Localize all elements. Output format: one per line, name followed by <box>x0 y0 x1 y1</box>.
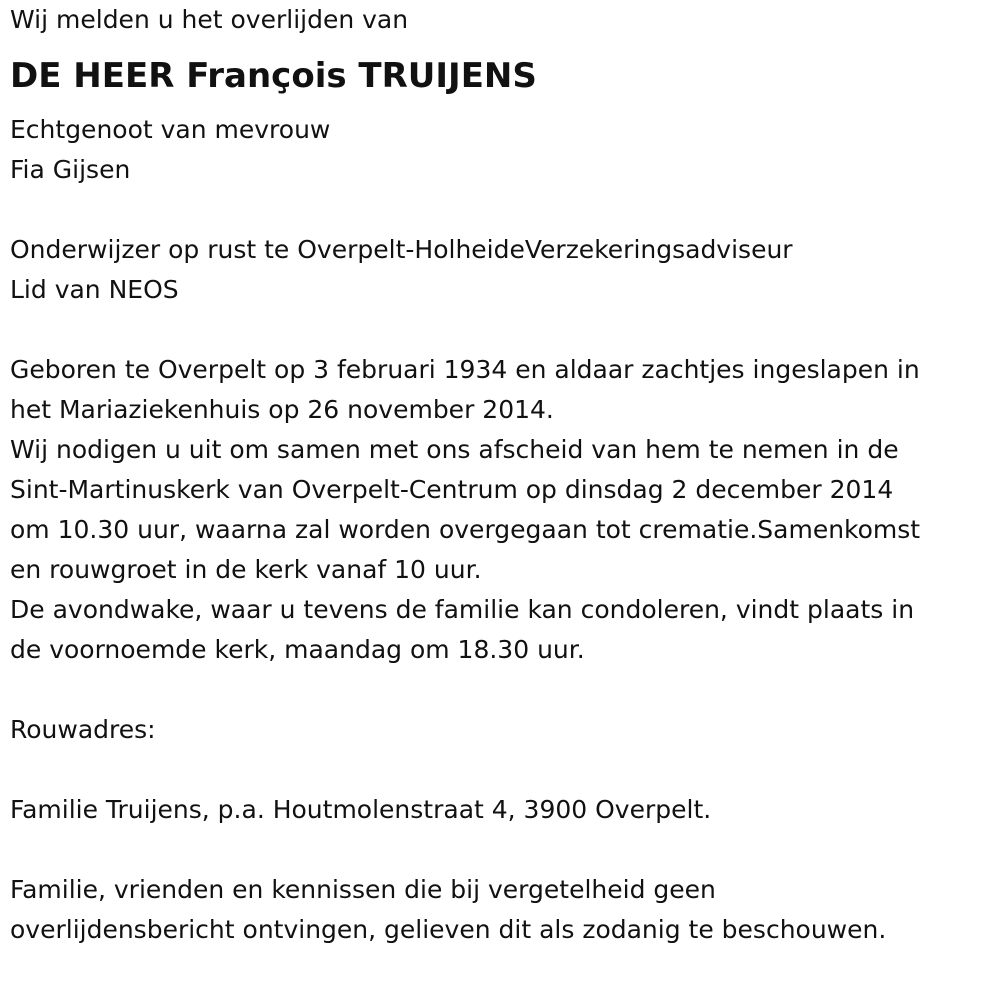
profession-line-2: Lid van NEOS <box>10 275 179 304</box>
announcement-line: Geboren te Overpelt op 3 februari 1934 en aldaar zachtjes ingeslapen in <box>10 355 920 384</box>
mourning-address-label: Rouwadres: <box>10 715 156 744</box>
profession-block <box>10 230 990 310</box>
deceased-name: DE HEER François TRUIJENS <box>10 56 537 96</box>
announcement-line: om 10.30 uur, waarna zal worden overgegaan tot crematie.Samenkomst <box>10 515 921 544</box>
announcement-line: Wij nodigen u uit om samen met ons afscheid van hem te nemen in de <box>10 435 899 464</box>
spouse-line-1: Echtgenoot van mevrouw <box>10 115 331 144</box>
announcement-line: het Mariaziekenhuis op 26 november 2014. <box>10 395 554 424</box>
announcement-line: de voornoemde kerk, maandag om 18.30 uur. <box>10 635 585 664</box>
announcement-line: Sint-Martinuskerk van Overpelt-Centrum op dinsdag 2 december 2014 <box>10 475 894 504</box>
closing-line-1: Familie, vrienden en kennissen die bij vergetelheid geen <box>10 875 716 904</box>
closing-block <box>10 870 990 950</box>
spacer <box>10 670 990 710</box>
mourning-address: Familie Truijens, p.a. Houtmolenstraat 4, 3900 Overpelt. <box>10 795 712 824</box>
announcement-line: en rouwgroet in de kerk vanaf 10 uur. <box>10 555 482 584</box>
spacer <box>10 190 990 230</box>
spouse-line-2: Fia Gijsen <box>10 155 131 184</box>
profession-line-1: Onderwijzer op rust te Overpelt-HolheideVerzekeringsadviseur <box>10 235 793 264</box>
closing-line-2: overlijdensbericht ontvingen, gelieven dit als zodanig te beschouwen. <box>10 915 887 944</box>
announcement-line: De avondwake, waar u tevens de familie kan condoleren, vindt plaats in <box>10 595 915 624</box>
obituary-notice <box>10 0 990 950</box>
spacer <box>10 310 990 350</box>
spouse-block <box>10 110 990 190</box>
announcement-block <box>10 350 990 670</box>
spacer <box>10 750 990 790</box>
spacer <box>10 830 990 870</box>
intro-text: Wij melden u het overlijden van <box>10 5 409 34</box>
